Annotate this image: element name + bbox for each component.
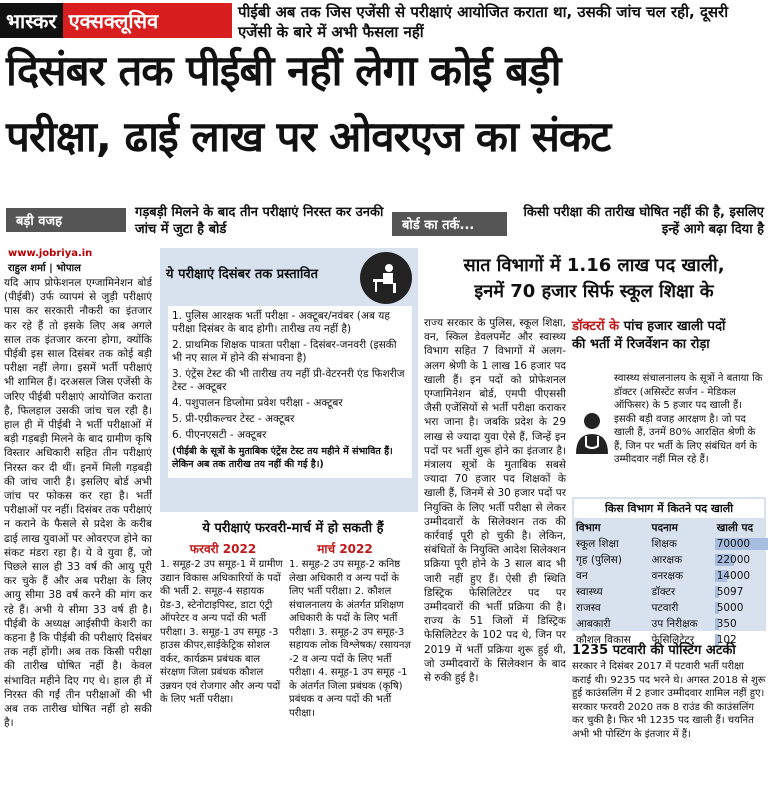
list-item: 6. पीएनएसटी - अक्टूबर (172, 429, 267, 441)
feb-heading: फरवरी 2022 (189, 542, 257, 556)
table-cell: स्वास्थ्य (576, 586, 603, 598)
vacancy-table (572, 520, 766, 648)
table-header: विभाग (576, 522, 601, 534)
doctor-heading-line2: की भर्ती में रिजर्वेशन का रोड़ा (572, 337, 710, 352)
doctor-icon (572, 410, 612, 456)
brand-part2: एक्सक्लूसिव (63, 3, 232, 38)
byline: राहुल शर्मा | भोपाल (8, 263, 81, 274)
table-cell: स्कूल शिक्षा (576, 538, 619, 550)
table-cell: कौशल विकास (576, 634, 631, 646)
table-cell-value (713, 584, 766, 600)
box2-title: ये परीक्षाएं फरवरी-मार्च में हो सकती हैं (202, 521, 384, 536)
table-cell: आरक्षक (651, 554, 683, 566)
table-cell: वनरक्षक (651, 570, 684, 582)
table-cell-value (713, 536, 766, 552)
box-proposed-exams (160, 248, 418, 512)
mar-list: 1. समूह-2 उप समूह-2 कनिष्ठ लेखा अधिकारी व अन्य पदों के लिए भर्ती परीक्षा। 2. कौशल संचालनालय के अंतर्गत प्रशिक्षण अधिकारी के पदों के लिए भर्ती परीक्षा। 3. समूह-2 उप समूह-3 सहायक लोक विश्लेषक/ रसायनज्ञ -2 व अन्य पदों के लिए भर्ती परीक्षा। 4. समूह-1 उप समूह -1 के अंतर्गत जिला प्रबंधक (कृषि) प्रबंधक व अन्य पदों की भर्ती परीक्षा। (289, 559, 411, 719)
table-cell-value (713, 552, 766, 568)
table-cell: राजस्व (576, 602, 601, 614)
table-row (572, 568, 766, 584)
value-text: 70000 (716, 538, 751, 550)
box1-note: (पीईबी के सूत्रों के मुताबिक एंट्रेंस टेस्ट तय महीने में संभावित हैं। लेकिन अब तक तारीख तय नहीं की गई है।) (172, 446, 393, 470)
box1-title: ये परीक्षाएं दिसंबर तक प्रस्तावित (166, 267, 319, 282)
headline-line1: दिसंबर तक पीईबी नहीं लेगा कोई बड़ी (6, 46, 561, 95)
doctor-heading (572, 318, 766, 354)
table-header: खाली पद (716, 522, 754, 534)
mid-heading-line1: सात विभागों में 1.16 लाख पद खाली, (463, 255, 725, 276)
list-item: 4. पशुपालन डिप्लोमा प्रवेश परीक्षा - अक्टूबर (172, 397, 343, 409)
table-cell: पटवारी (651, 602, 679, 614)
table-row (572, 584, 766, 600)
table-row (572, 552, 766, 568)
byline-name: राहुल शर्मा (8, 263, 46, 274)
value-text: 5097 (716, 586, 744, 598)
value-text: 102 (716, 634, 737, 646)
tag-board-text: किसी परीक्षा की तारीख घोषित नहीं की है, इसलिए इन्हें आगे बढ़ा दिया है (523, 205, 764, 237)
mar-heading: मार्च 2022 (317, 542, 373, 556)
article-col3: राज्य सरकार के पुलिस, स्कूल शिक्षा, वन, स्किल डेवलपमेंट और स्वास्थ्य विभाग सहित 7 विभागों में अलग-अलग श्रेणी के 1 लाख 16 हजार पद खाली हैं। इन पदों को प्रोफेशनल एग्जामिनेशन बोर्ड, एमपी पीएससी जैसी एजेंसियों से भर्ती परीक्षा कराकर भरा जाना है। जबकि प्रदेश के 29 लाख से ज्यादा युवा ऐसे हैं, जिन्हें इन पदों पर भर्ती शुरू होने का इंतजार है। मंत्रालय सूत्रों के मुताबिक सबसे ज्यादा 70 हजार पद शिक्षकों के खाली हैं, जिनमें से 30 हजार पदों पर नियुक्ति के लिए भर्ती परीक्षा से लेकर उम्मीदवारों के सिलेक्शन तक की कार्रवाई पूरी हो चुकी है। लेकिन, संबंधितों के नियुक्ति आदेश सिलेक्शन प्रक्रिया पूरी होने के 3 साल बाद भी जारी नहीं हुए हैं। ऐसी ही स्थिति डिस्ट्रिक फेसिलिटेटर पद पर उम्मीदवारों की भर्ती प्रक्रिया की है। राज्य के 51 जिलों में डिस्ट्रिक फेसिलिटेटर के 102 पद थे, जिन पर 2019 में भर्ती प्रक्रिया शुरू हुई थी, जो उम्मीदवारों के सिलेक्शन के बाद से रुकी हुई है। (424, 317, 566, 685)
vacancy-table-box (572, 497, 766, 646)
table-cell-value (713, 568, 766, 584)
table-row (572, 616, 766, 632)
tag-reason-text: गड़बड़ी मिलने के बाद तीन परीक्षाएं निरस्त कर उनकी जांच में जुटा है बोर्ड (135, 205, 384, 237)
table-cell: गृह (पुलिस) (576, 554, 622, 566)
table-cell: वन (576, 570, 588, 582)
table-cell: आबकारी (576, 618, 611, 630)
list-item: 3. एंट्रेंस टेस्ट की भी तारीख तय नहीं प्री-वेटरनरी एंड फिशरीज टेस्ट - अक्टूबर (172, 368, 405, 393)
table-row (572, 600, 766, 616)
article-col1: यदि आप प्रोफेशनल एग्जामिनेशन बोर्ड (पीईबी) उर्फ व्यापमं से जुड़ी परीक्षाएं पास कर सरकारी नौकरी का इंतजार कर रहे हैं तो इसके लिए अब अगले साल तक इंतजार करना होगा, क्योंकि पीईबी इस साल दिसंबर तक कोई बड़ी परीक्षा नहीं लेगा। इसमें भर्ती परीक्षाएं भी शामिल हैं। दरअसल जिस एजेंसी के जरिए पीईबी परीक्षाएं आयोजित कराता है, फिलहाल उसकी जांच चल रही है। हाल ही में पीईबी ने भर्ती परीक्षाओं में बड़ी गड़बड़ी मिलने के बाद ग्रामीण कृषि विस्तार अधिकारी सहित तीन परीक्षाएं निरस्त कर दी थीं। इनमें मिली गड़बड़ी की जांच जारी है। इसलिए बोर्ड अभी जांच पर फोकस कर रहा है। भर्ती परीक्षाओं पर नहीं। दिसंबर तक परीक्षाएं न कराने के फैसले से प्रदेश के करीब ढाई लाख युवाओं पर ओवरएज होने का संकट मंडरा रहा है। ये वे युवा हैं, जो पिछले साल ही 33 वर्ष की आयु पूरी कर चुके हैं और अब परीक्षा के लिए आयु सीमा 38 वर्ष करने की मांग कर रहे हैं। अभी ये सीमा 33 वर्ष ही है। पीईबी के अध्यक्ष आईसीपी केशरी का कहना है कि पीईबी की परीक्षाएं दिसंबर तक नहीं होंगी। अब तक किसी परीक्षा की तारीख घोषित नहीं है। केवल संभावित महीने दिए गए थे। हाल ही में निरस्त की गईं तीन परीक्षाओं की भी अब तक तारीख घोषित नहीं हो सकी है। (4, 277, 152, 730)
article-col4: स्वास्थ्य संचालनालय के सूत्रों ने बताया कि डॉक्टर (असिस्टेंट सर्जन - मेडिकल ऑफिसर) के 5 हजार पद खाली हैं। इसकी बड़ी वजह आरक्षण है। जो पद खाली हैं, उनमें 80% आरक्षित श्रेणी के हैं, जिन पर भर्ती के लिए संबंधित वर्ग के उम्मीदवार नहीं मिल रहे हैं। (614, 373, 763, 465)
doctor-heading-black: पांच हजार खाली पदों (623, 319, 726, 334)
list-item: 1. पुलिस आरक्षक भर्ती परीक्षा - अक्टूबर/नवंबर (अब यह परीक्षा दिसंबर के बाद होगी। तारीख तय नहीं है) (172, 310, 390, 335)
table-cell-value (713, 600, 766, 616)
tag-board-argument: बोर्ड का तर्क... (392, 212, 507, 236)
table-cell: फेसिलिटेटर (651, 634, 695, 646)
doctor-heading-red: डॉक्टरों के (572, 319, 620, 334)
value-text: 14000 (716, 570, 751, 582)
value-text: 5000 (716, 602, 744, 614)
exam-desk-icon (360, 252, 412, 304)
table-cell-value (713, 616, 766, 632)
article-col5: सरकार ने दिसंबर 2017 में पटवारी भर्ती परीक्षा कराई थी। 9235 पद भरने थे। अगस्त 2018 से शुरू हुई काउंसलिंग में 2 हजार उम्मीदवार शामिल नहीं हुए। सरकार फरवरी 2020 तक 8 राउंड की काउंसलिंग कर चुकी है। फिर भी 1235 पद खाली हैं। चयनित अभी भी पोस्टिंग के इंतजार में हैं। (572, 661, 766, 740)
table-title: किस विभाग में कितने पद खाली (574, 499, 764, 518)
headline-line2: परीक्षा, ढाई लाख पर ओवरएज का संकट (6, 112, 611, 161)
table-cell: उप निरीक्षक (651, 618, 698, 630)
table-header: पदनाम (651, 522, 678, 534)
patwari-heading: 1235 पटवारी की पोस्टिंग अटकी (572, 643, 736, 658)
box1-list (168, 306, 412, 478)
feb-list: 1. समूह-2 उप समूह-1 में ग्रामीण उद्यान विकास अधिकारियों के पदों की भर्ती 2. समूह-4 सहायक ग्रेड-3, स्टेनोटाइपिस्ट, डाटा एंट्री ऑपरेटर व अन्य पदों की भर्ती परीक्षा। 3. समूह-1 उप समूह -3 हाउस कीपर,साईकेट्रिक सोशल वर्कर, कार्यक्रम प्रबंधक बाल संरक्षण जिला प्रबंधक कौशल उन्नयन एवं रोजगार और अन्य पदों के लिए भर्ती परीक्षा। (160, 559, 283, 705)
list-item: 2. प्राथमिक शिक्षक पात्रता परीक्षा - दिसंबर-जनवरी (इसकी भी नए साल में होने की संभावना है) (172, 339, 397, 364)
watermark: www.jobriya.in (8, 248, 93, 259)
tag-reason: बड़ी वजह (6, 208, 126, 232)
mid-heading-line2: इनमें 70 हजार सिर्फ स्कूल शिक्षा के (474, 281, 714, 302)
value-text: 22000 (716, 554, 751, 566)
table-cell: शिक्षक (651, 538, 677, 550)
list-item: 5. प्री-एग्रीकल्चर टेस्ट - अक्टूबर (172, 413, 295, 425)
brand-part1: भास्कर (0, 3, 63, 38)
byline-place: भोपाल (56, 263, 81, 274)
top-deck: पीईबी अब तक जिस एजेंसी से परीक्षाएं आयोजित कराता था, उसकी जांच चल रही, दूसरी एजेंसी के बारे में अभी फैसला नहीं (238, 3, 729, 41)
table-cell: डॉक्टर (651, 586, 676, 598)
value-text: 350 (716, 618, 737, 630)
brand-logo (0, 0, 232, 40)
table-row (572, 536, 766, 552)
